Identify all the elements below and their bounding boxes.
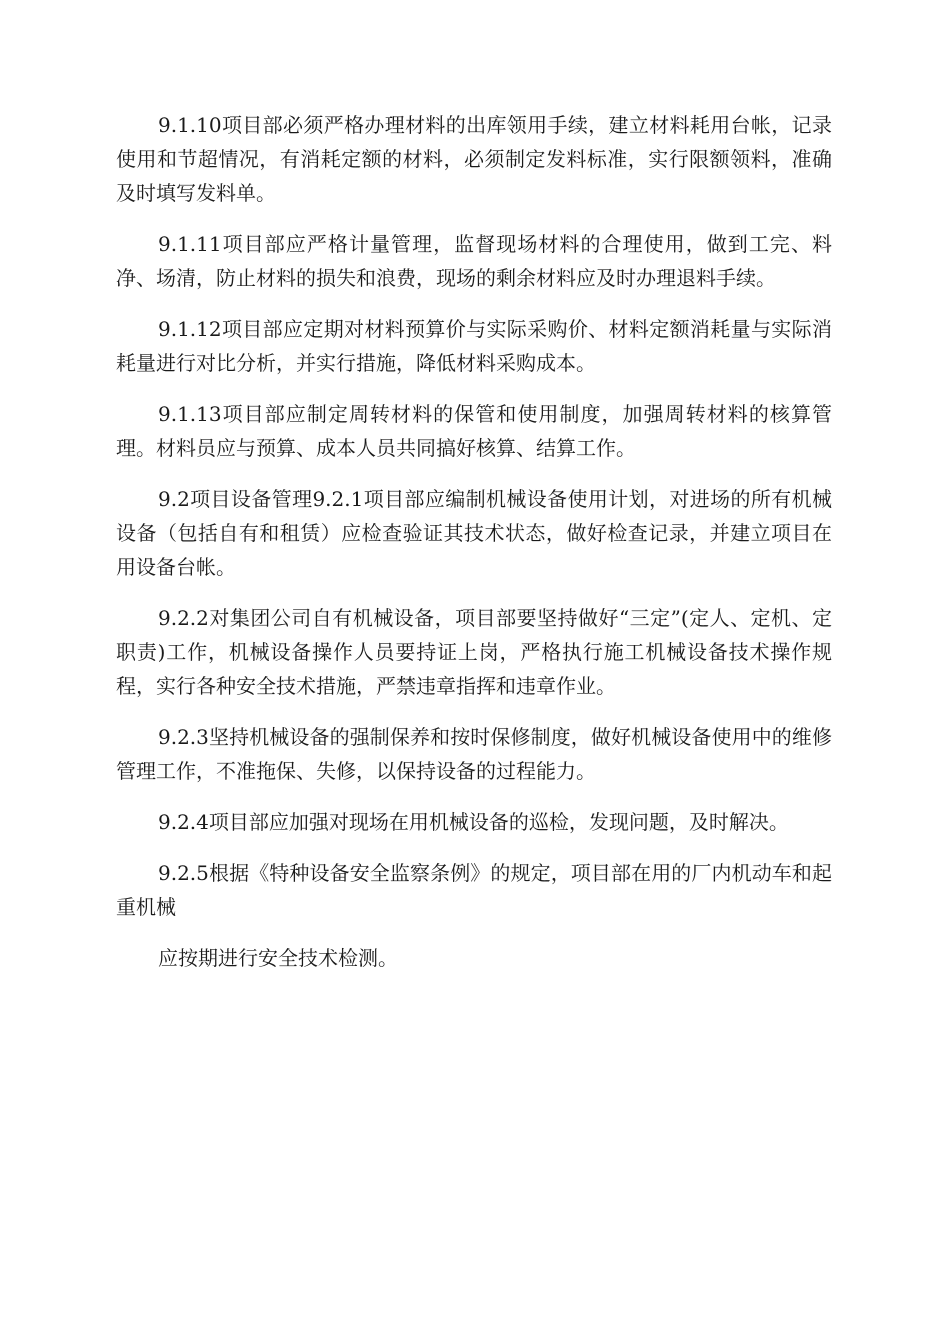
paragraph-9-2-5: 9.2.5根据《特种设备安全监察条例》的规定，项目部在用的厂内机动车和起重机械 <box>116 861 832 919</box>
paragraph-9-1-12: 9.1.12项目部应定期对材料预算价与实际采购价、材料定额消耗量与实际消耗量进行对比分析，并实行措施，降低材料采购成本。 <box>116 317 832 375</box>
paragraph-9-2-5-continued: 应按期进行安全技术检测。 <box>158 946 398 970</box>
paragraph-9-2-2: 9.2.2对集团公司自有机械设备，项目部要坚持做好“三定”(定人、定机、定职责)工作，机械设备操作人员要持证上岗，严格执行施工机械设备技术操作规程，实行各种安全技术措施，严禁违章指挥和违章作业。 <box>116 606 832 698</box>
paragraph-9-2-1: 9.2项目设备管理9.2.1项目部应编制机械设备使用计划，对进场的所有机械设备（包括自有和租赁）应检查验证其技术状态，做好检查记录，并建立项目在用设备台帐。 <box>116 487 832 579</box>
document-body <box>116 108 832 992</box>
paragraph-9-1-13: 9.1.13项目部应制定周转材料的保管和使用制度，加强周转材料的核算管理。材料员应与预算、成本人员共同搞好核算、结算工作。 <box>116 402 832 460</box>
paragraph-9-1-10: 9.1.10项目部必须严格办理材料的出库领用手续，建立材料耗用台帐，记录使用和节超情况，有消耗定额的材料，必须制定发料标准，实行限额领料，准确及时填写发料单。 <box>116 113 832 205</box>
paragraph-9-2-3: 9.2.3坚持机械设备的强制保养和按时保修制度，做好机械设备使用中的维修管理工作，不准拖保、失修，以保持设备的过程能力。 <box>116 725 832 783</box>
paragraph-9-1-11: 9.1.11项目部应严格计量管理，监督现场材料的合理使用，做到工完、料净、场清，防止材料的损失和浪费，现场的剩余材料应及时办理退料手续。 <box>116 232 832 290</box>
paragraph-9-2-4: 9.2.4项目部应加强对现场在用机械设备的巡检，发现问题，及时解决。 <box>158 810 789 834</box>
